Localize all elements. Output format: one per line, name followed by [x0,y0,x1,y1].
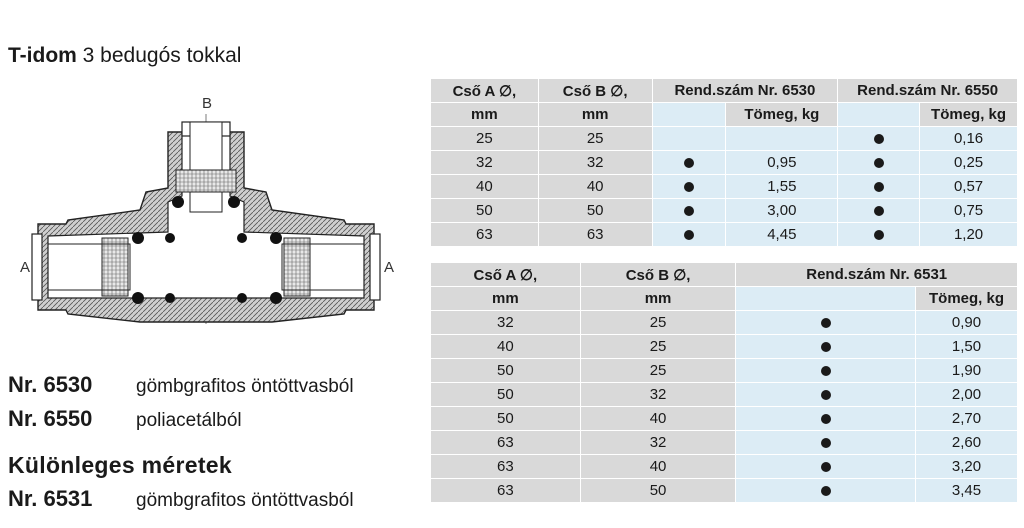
label-a-right: A [384,259,395,276]
o-ring [165,233,175,243]
availability-dot-icon [874,206,884,216]
cso-b-cell: 25 [580,311,736,335]
availability-cell [838,223,920,247]
material-nr: Nr. 6550 [8,406,93,431]
header-group-6550: Rend.szám Nr. 6550 [838,79,1018,103]
cso-a-cell: 63 [431,431,581,455]
grip-ring-a-left [102,238,128,296]
table-row [431,359,1018,383]
header-cso-b: Cső B ∅, [538,79,652,103]
header-blank [736,287,916,311]
table-row [431,127,1018,151]
weight-cell: 3,45 [916,479,1018,503]
special-sizes-heading: Különleges méretek [8,452,232,478]
availability-cell [736,311,916,335]
availability-cell [736,383,916,407]
cso-b-cell: 40 [580,407,736,431]
availability-cell [736,455,916,479]
label-b: B [202,95,213,112]
table1-body [431,127,1018,247]
cso-b-cell: 50 [580,479,736,503]
availability-cell [838,127,920,151]
cso-b-cell: 25 [538,127,652,151]
availability-dot-icon [874,158,884,168]
page-title [8,44,241,68]
weight-cell: 1,90 [916,359,1018,383]
table-row [431,151,1018,175]
table-row [431,431,1018,455]
title-bold: T-idom [8,44,77,67]
availability-dot-icon [821,462,831,472]
table2-body [431,311,1018,503]
grip-ring-a-right [284,238,310,296]
table-row [431,407,1018,431]
cap-right [370,234,380,300]
weight-cell: 2,00 [916,383,1018,407]
header-unit: mm [431,287,581,311]
availability-dot-icon [821,342,831,352]
header-blank [838,103,920,127]
weight-cell: 3,20 [916,455,1018,479]
table-row [431,455,1018,479]
header-unit: mm [580,287,736,311]
o-ring [132,292,144,304]
cso-a-cell: 25 [431,127,539,151]
o-ring [237,233,247,243]
weight-cell: 2,70 [916,407,1018,431]
header-group-6530: Rend.szám Nr. 6530 [652,79,838,103]
table-row [431,479,1018,503]
availability-cell [736,479,916,503]
o-ring [172,196,184,208]
header-weight: Tömeg, kg [920,103,1018,127]
availability-dot-icon [821,414,831,424]
availability-dot-icon [874,134,884,144]
availability-cell [652,127,726,151]
o-ring [165,293,175,303]
cap-left [32,234,42,300]
availability-dot-icon [874,182,884,192]
material-6530 [8,372,92,398]
availability-dot-icon [821,366,831,376]
material-6550 [8,406,92,432]
cso-a-cell: 50 [431,383,581,407]
weight-cell [726,127,838,151]
material-6531 [8,486,92,512]
cso-a-cell: 40 [431,335,581,359]
cso-a-cell: 63 [431,479,581,503]
cso-b-cell: 50 [538,199,652,223]
table-row [431,223,1018,247]
cso-a-cell: 32 [431,151,539,175]
availability-dot-icon [821,486,831,496]
table-row [431,199,1018,223]
material-nr: Nr. 6531 [8,486,93,511]
header-blank [652,103,726,127]
cso-a-cell: 50 [431,407,581,431]
material-nr: Nr. 6530 [8,372,93,397]
header-cso-a: Cső A ∅, [431,79,539,103]
cso-a-cell: 32 [431,311,581,335]
availability-cell [652,223,726,247]
weight-cell: 3,00 [726,199,838,223]
availability-dot-icon [821,390,831,400]
t-fitting-drawing [18,92,398,332]
grip-ring-b [176,170,236,192]
weight-cell: 4,45 [726,223,838,247]
availability-cell [652,151,726,175]
pipe-b [190,122,222,212]
availability-dot-icon [821,438,831,448]
weight-cell: 0,75 [920,199,1018,223]
table-row [431,175,1018,199]
cso-a-cell: 63 [431,223,539,247]
cso-a-cell: 40 [431,175,539,199]
availability-dot-icon [821,318,831,328]
cso-b-cell: 40 [580,455,736,479]
availability-cell [838,151,920,175]
o-ring [132,232,144,244]
weight-cell: 1,55 [726,175,838,199]
cso-b-cell: 25 [580,359,736,383]
cso-b-cell: 32 [580,431,736,455]
availability-dot-icon [684,230,694,240]
o-ring [270,232,282,244]
material-desc: gömbgrafitos öntöttvasból [136,490,354,511]
header-unit: mm [538,103,652,127]
table-row [431,335,1018,359]
table-6531 [430,262,1018,503]
material-desc: gömbgrafitos öntöttvasból [136,376,354,397]
cso-b-cell: 32 [538,151,652,175]
availability-cell [652,199,726,223]
material-desc: poliacetálból [136,410,242,431]
header-group-6531: Rend.szám Nr. 6531 [736,263,1018,287]
availability-cell [838,199,920,223]
header-unit: mm [431,103,539,127]
cso-a-cell: 50 [431,199,539,223]
o-ring [228,196,240,208]
availability-cell [736,407,916,431]
weight-cell: 0,90 [916,311,1018,335]
weight-cell: 0,95 [726,151,838,175]
availability-cell [838,175,920,199]
cso-b-cell: 40 [538,175,652,199]
header-cso-a: Cső A ∅, [431,263,581,287]
weight-cell: 0,25 [920,151,1018,175]
cso-a-cell: 63 [431,455,581,479]
table-row [431,383,1018,407]
availability-cell [736,359,916,383]
title-rest: 3 bedugós tokkal [82,44,242,67]
cso-a-cell: 50 [431,359,581,383]
availability-cell [736,431,916,455]
availability-dot-icon [684,158,694,168]
table-row [431,311,1018,335]
weight-cell: 1,20 [920,223,1018,247]
availability-cell [736,335,916,359]
o-ring [270,292,282,304]
availability-dot-icon [684,206,694,216]
header-weight: Tömeg, kg [916,287,1018,311]
cso-b-cell: 32 [580,383,736,407]
header-weight: Tömeg, kg [726,103,838,127]
weight-cell: 0,57 [920,175,1018,199]
cso-b-cell: 25 [580,335,736,359]
weight-cell: 0,16 [920,127,1018,151]
availability-dot-icon [874,230,884,240]
weight-cell: 1,50 [916,335,1018,359]
availability-cell [652,175,726,199]
label-a-left: A [20,259,31,276]
table-6530-6550 [430,78,1018,247]
o-ring [237,293,247,303]
cso-b-cell: 63 [538,223,652,247]
availability-dot-icon [684,182,694,192]
weight-cell: 2,60 [916,431,1018,455]
header-cso-b: Cső B ∅, [580,263,736,287]
